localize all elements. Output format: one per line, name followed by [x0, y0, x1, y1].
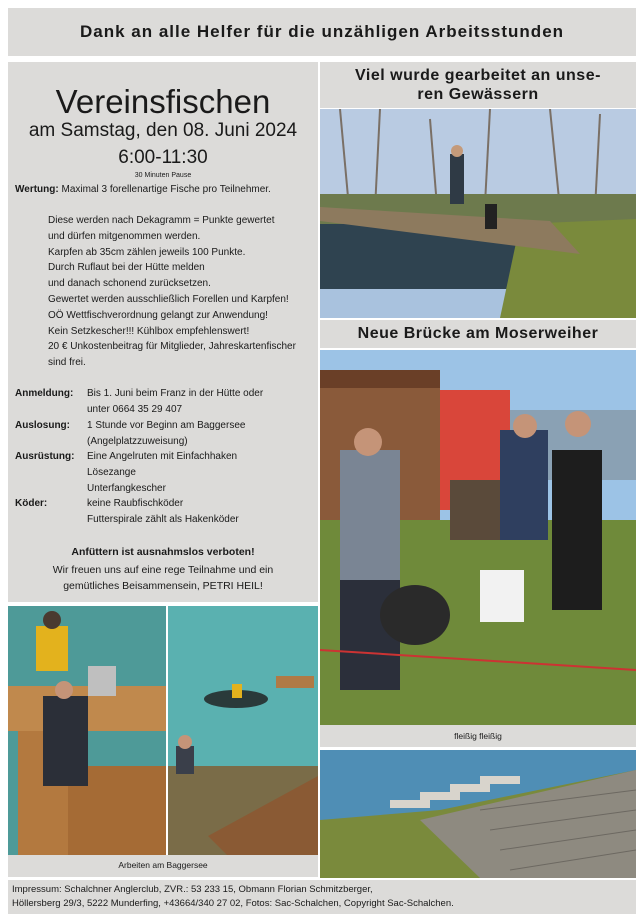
ausruestung-line: Lösezange	[87, 466, 136, 478]
feeding-ban: Anfüttern ist ausnahmslos verboten!	[71, 546, 255, 558]
heading-gewaesser-line2: ren Gewässern	[417, 86, 539, 103]
wertung-details	[48, 213, 313, 371]
wertung-line: Karpfen ab 35cm zählen jeweils 100 Punkte.	[48, 246, 246, 258]
event-title: Vereinsfischen	[55, 83, 271, 120]
impressum-line1: Impressum: Schalchner Anglerclub, ZVR.: 53 233 15, Obmann Florian Schmitzberger,	[12, 884, 373, 895]
closing-text	[8, 563, 318, 594]
auslosung-label: Auslosung:	[15, 420, 70, 431]
wertung-first: Maximal 3 forellenartige Fische pro Teilnehmer.	[61, 184, 271, 195]
ausruestung-label: Ausrüstung:	[15, 451, 75, 462]
photo-steps	[320, 750, 636, 878]
event-date: am Samstag, den 08. Juni 2024	[28, 120, 298, 141]
closing-line: Wir freuen uns auf eine rege Teilnahme und ein	[52, 564, 274, 576]
heading-gewaesser-line1: Viel wurde gearbeitet an unse-	[355, 67, 601, 84]
wertung-line: sind frei.	[48, 357, 86, 369]
impressum-line2: Höllersberg 29/3, 5222 Munderfing, +43664/340 27 02, Fotos: Sac-Schalchen, Copyright Sac-Schalchen.	[12, 898, 454, 909]
ausruestung-line: Unterfangkescher	[87, 482, 166, 494]
wertung-line: Durch Ruflaut bei der Hütte melden	[48, 262, 205, 274]
koeder-label: Köder:	[15, 498, 48, 509]
ausruestung-line: Eine Angelruten mit Einfachhaken	[87, 451, 238, 462]
wertung-row	[15, 182, 271, 198]
auslosung-line: (Angelplatzzuweisung)	[87, 435, 188, 447]
wertung-line: OÖ Wettfischverordnung gelangt zur Anwendung!	[48, 309, 268, 321]
wertung-label: Wertung:	[15, 184, 59, 195]
caption-baggersee: Arbeiten am Baggersee	[8, 855, 318, 877]
anmeldung-label: Anmeldung:	[15, 388, 74, 399]
event-time: 6:00-11:30	[118, 147, 208, 168]
heading-bruecke-text: Neue Brücke am Moserweiher	[357, 325, 599, 342]
wertung-line: Kein Setzkescher!!! Kühlbox empfehlenswert!	[48, 325, 250, 337]
caption-fleissig: fleißig fleißig	[320, 725, 636, 747]
photo-walkway	[320, 109, 636, 318]
anmeldung-line: unter 0664 35 29 407	[87, 403, 183, 415]
koeder-line: keine Raubfischköder	[87, 498, 184, 509]
photo-bridge-workers	[320, 350, 636, 726]
koeder-line: Futterspirale zählt als Hakenköder	[87, 513, 239, 525]
heading-bruecke	[320, 320, 636, 348]
anmeldung-line: Bis 1. Juni beim Franz in der Hütte oder	[87, 388, 264, 399]
auslosung-line: 1 Stunde vor Beginn am Baggersee	[87, 420, 246, 431]
closing-line: gemütliches Beisammensein, PETRI HEIL!	[63, 579, 263, 592]
event-info-panel	[8, 62, 318, 602]
heading-gewaesser	[320, 62, 636, 108]
banner-text: Dank an alle Helfer für die unzähligen Arbeitsstunden	[79, 22, 565, 41]
photo-platform	[8, 606, 166, 856]
top-banner	[8, 8, 636, 56]
wertung-line: und dürfen mitgenommen werden.	[48, 230, 201, 242]
impressum	[8, 880, 636, 914]
event-pause: 30 Minuten Pause	[134, 172, 192, 179]
photo-boat	[168, 606, 318, 856]
wertung-line: Gewertet werden ausschließlich Forellen und Karpfen!	[48, 293, 289, 305]
wertung-line: und danach schonend zurücksetzen.	[48, 278, 211, 290]
wertung-line: Diese werden nach Dekagramm = Punkte gewertet	[48, 215, 275, 226]
wertung-line: 20 € Unkostenbeitrag für Mitglieder, Jahreskartenfischer	[48, 341, 296, 353]
